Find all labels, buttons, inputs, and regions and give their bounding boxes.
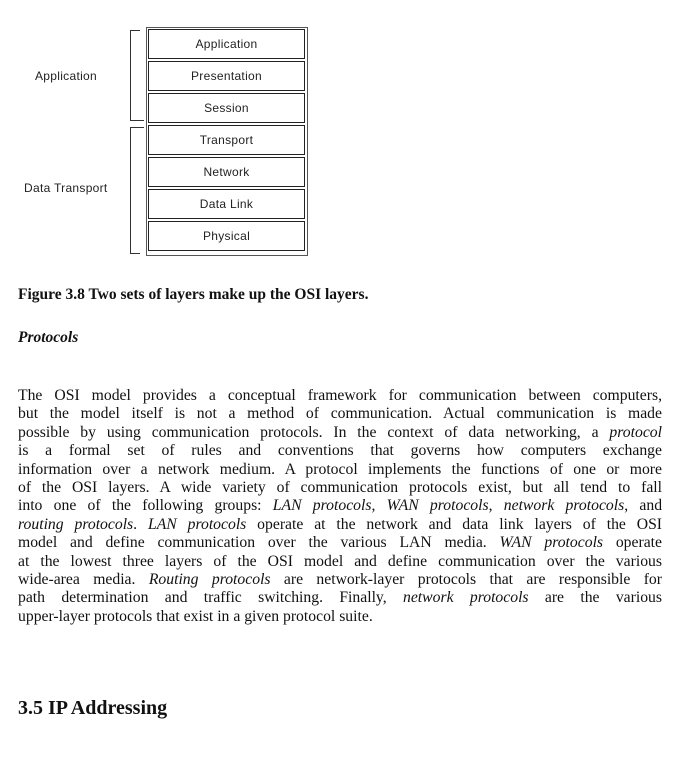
section-heading: 3.5 IP Addressing	[18, 697, 168, 719]
layer-network: Network	[148, 157, 305, 187]
text-run: is a formal set of rules and conventions that governs how computers exchange	[18, 442, 662, 460]
text-run: into one of the following groups:	[18, 497, 273, 515]
text-run: possible by using communication protocols. In the context of data networking, a	[18, 423, 610, 441]
paragraph-line	[18, 461, 662, 479]
figure-caption: Figure 3.8 Two sets of layers make up the OSI layers.	[18, 286, 369, 303]
lower-bracket-bottom-tick	[130, 253, 140, 254]
layer-data-link: Data Link	[148, 189, 305, 219]
italic-term: WAN protocols	[499, 534, 604, 552]
italic-term: network protocols	[503, 497, 625, 515]
paragraph-line	[18, 608, 662, 626]
italic-term: routing protocols	[18, 515, 134, 533]
lower-bracket	[130, 127, 131, 253]
text-run: are the various	[528, 589, 662, 607]
upper-bracket-top-tick	[130, 30, 140, 31]
text-run: upper-layer protocols that exist in a given protocol suite.	[18, 607, 373, 625]
upper-bracket	[130, 30, 131, 120]
text-run: are network-layer protocols that are responsible for	[270, 571, 662, 589]
text-run: operate	[603, 534, 662, 552]
text-run: operate at the network and data link layers of the OSI	[246, 515, 663, 533]
text-run: ,	[488, 497, 504, 515]
upper-bracket-bottom-tick	[130, 120, 144, 121]
paragraph-line	[18, 479, 662, 497]
text-run: path determination and traffic switching. Finally,	[18, 589, 403, 607]
paragraph-line	[18, 424, 662, 442]
italic-term: LAN protocols	[147, 515, 247, 533]
layer-presentation: Presentation	[148, 61, 305, 91]
group-label-application: Application	[35, 69, 98, 83]
text-run: , and	[624, 497, 663, 515]
text-run: but the model itself is not a method of communication. Actual communication is made	[18, 405, 662, 423]
paragraph-line	[18, 387, 662, 405]
text-run: of the OSI layers. A wide variety of communication protocols exist, but all tend to fall	[18, 479, 662, 497]
paragraph-line	[18, 589, 662, 607]
paragraph-line	[18, 497, 662, 515]
osi-layers-diagram	[0, 0, 673, 260]
paragraph-line	[18, 571, 662, 589]
paragraph-line	[18, 534, 662, 552]
layer-application: Application	[148, 29, 305, 59]
text-run: The OSI model provides a conceptual framework for communication between computers,	[18, 387, 662, 404]
paragraph-line	[18, 405, 662, 423]
subheading-protocols: Protocols	[18, 329, 79, 346]
italic-term: network protocols	[403, 589, 529, 607]
layer-transport: Transport	[148, 125, 305, 155]
layer-session: Session	[148, 93, 305, 123]
text-run: ,	[371, 497, 387, 515]
text-run: information over a network medium. A protocol implements the functions of one or more	[18, 460, 662, 478]
text-run: at the lowest three layers of the OSI model and define communication over the various	[18, 552, 662, 570]
body-paragraph	[18, 387, 662, 626]
text-run: model and define communication over the various LAN media.	[18, 534, 500, 552]
paragraph-line	[18, 516, 662, 534]
italic-term: LAN protocols	[272, 497, 372, 515]
paragraph-line	[18, 442, 662, 460]
lower-bracket-top-tick	[130, 127, 144, 128]
group-label-data-transport: Data Transport	[24, 181, 108, 195]
text-run: .	[133, 515, 148, 533]
italic-term: WAN protocols	[386, 497, 489, 515]
text-run: wide-area media.	[18, 571, 149, 589]
layer-physical: Physical	[148, 221, 305, 251]
italic-term: Routing protocols	[148, 571, 271, 589]
italic-term: protocol	[609, 423, 662, 441]
paragraph-line	[18, 553, 662, 571]
